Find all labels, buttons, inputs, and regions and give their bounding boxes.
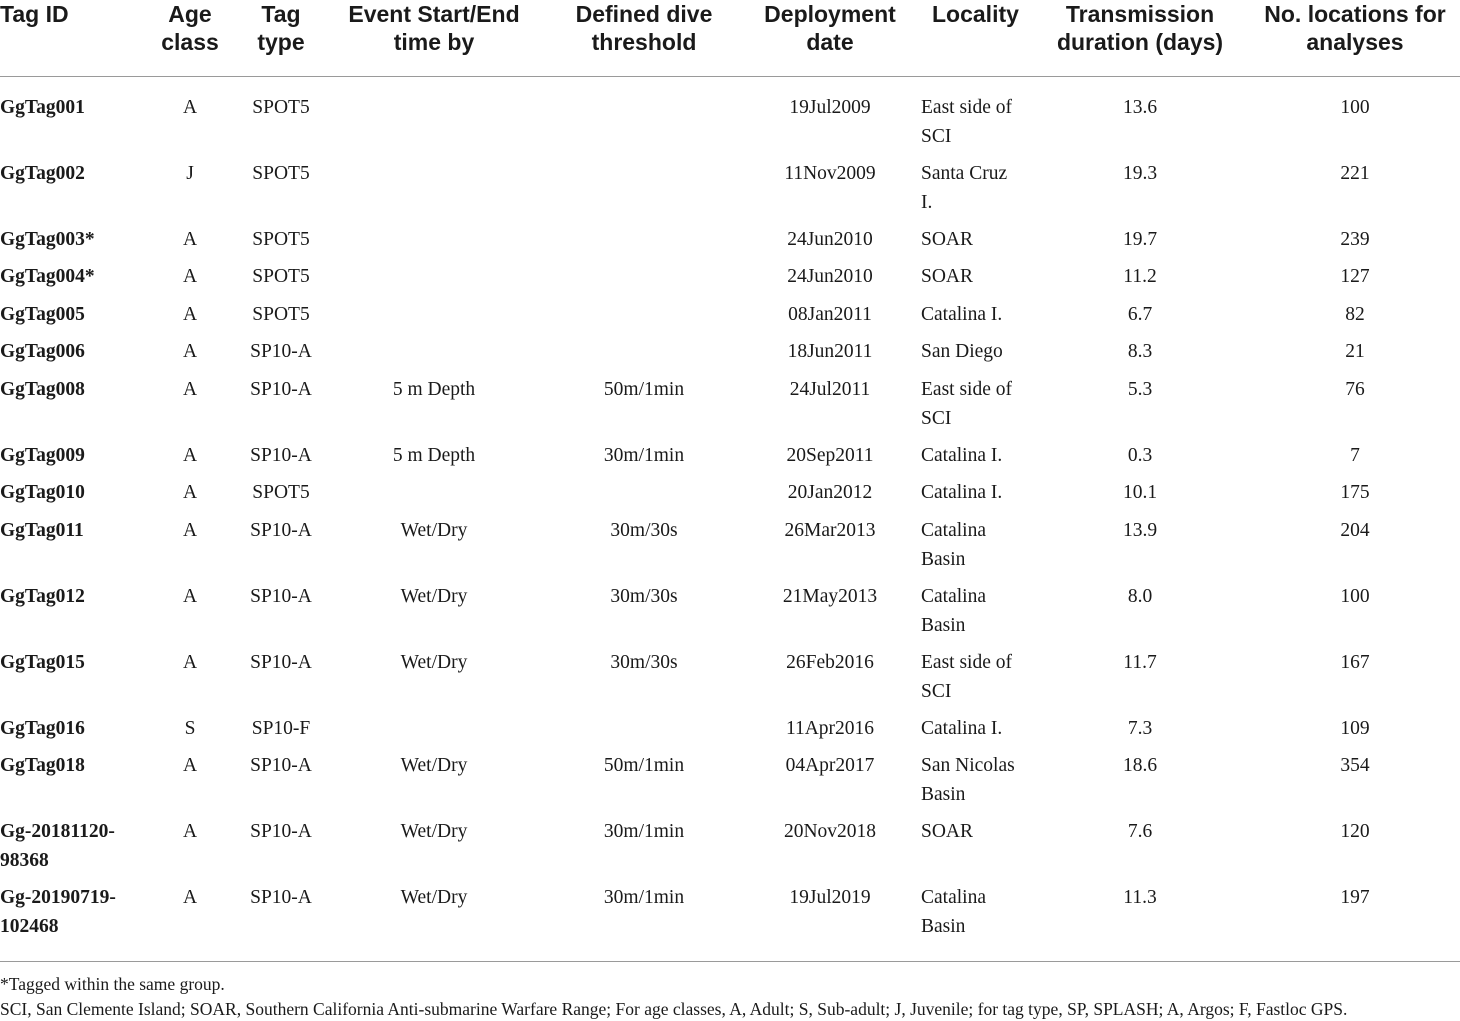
cell-threshold: 30m/1min bbox=[603, 445, 685, 466]
cell-locality-line: Basin bbox=[921, 614, 966, 636]
header-transmission bbox=[1045, 0, 1235, 56]
cell-locality-line: Catalina I. bbox=[921, 718, 1003, 739]
cell-duration: 10.1 bbox=[1122, 482, 1158, 503]
cell-locality bbox=[921, 583, 1041, 640]
footnote-tagged: *Tagged within the same group. bbox=[0, 974, 225, 994]
header-tag-type bbox=[241, 0, 321, 56]
cell-locations: 354 bbox=[1340, 755, 1370, 776]
header-line: type bbox=[257, 29, 305, 55]
cell-locations: 204 bbox=[1340, 520, 1370, 541]
header-locations bbox=[1250, 0, 1460, 56]
cell-age: A bbox=[182, 887, 198, 908]
cell-age: A bbox=[182, 304, 198, 325]
header-line: Tag bbox=[261, 1, 301, 27]
cell-tag-id bbox=[0, 517, 84, 546]
cell-locality bbox=[921, 752, 1041, 809]
cell-locality-line: SOAR bbox=[921, 229, 974, 250]
cell-age: A bbox=[182, 266, 198, 287]
cell-date: 20Nov2018 bbox=[783, 821, 877, 842]
cell-type: SP10-A bbox=[250, 520, 312, 541]
cell-tag-id bbox=[0, 301, 85, 330]
cell-age: A bbox=[182, 229, 198, 250]
cell-threshold: 50m/1min bbox=[603, 379, 685, 400]
cell-locations: 100 bbox=[1340, 586, 1370, 607]
cell-date: 19Jul2019 bbox=[789, 887, 871, 908]
header-deployment-date bbox=[750, 0, 910, 56]
footnote-abbreviations: SCI, San Clemente Island; SOAR, Southern California Anti-submarine Warfare Range; For age classes, A, Adult; S, Sub-adult; J, Juvenile; for tag type, SP, SPLASH; A, Argos; F, Fastloc GPS. bbox=[0, 999, 1348, 1019]
cell-type: SPOT5 bbox=[252, 163, 310, 184]
header-locality bbox=[932, 0, 1042, 28]
cell-event: 5 m Depth bbox=[392, 445, 476, 466]
cell-locality-line: San Nicolas bbox=[921, 755, 1015, 776]
cell-locality-line: East side of bbox=[921, 97, 1012, 118]
cell-locality-line: East side of bbox=[921, 379, 1012, 400]
cell-age: A bbox=[182, 755, 198, 776]
cell-type: SP10-A bbox=[250, 821, 312, 842]
cell-duration: 8.0 bbox=[1127, 586, 1153, 607]
cell-tag-id-line: Gg-20190719- bbox=[0, 887, 116, 908]
cell-tag-id bbox=[0, 479, 85, 508]
cell-event: Wet/Dry bbox=[400, 755, 468, 776]
cell-duration: 11.7 bbox=[1123, 652, 1157, 673]
cell-date: 18Jun2011 bbox=[787, 341, 873, 362]
cell-locality-line: SOAR bbox=[921, 821, 974, 842]
cell-date: 24Jul2011 bbox=[789, 379, 871, 400]
cell-date: 24Jun2010 bbox=[787, 266, 873, 287]
cell-locality-line: San Diego bbox=[921, 341, 1003, 362]
cell-locations: 76 bbox=[1345, 379, 1365, 400]
cell-type: SP10-A bbox=[250, 445, 312, 466]
cell-tag-id-line: GgTag012 bbox=[0, 586, 85, 607]
cell-locality bbox=[921, 649, 1041, 706]
cell-locality bbox=[921, 442, 1041, 471]
cell-locality bbox=[921, 884, 1041, 941]
cell-locality-line: Catalina bbox=[921, 520, 986, 541]
cell-locality bbox=[921, 301, 1041, 330]
cell-duration: 6.7 bbox=[1127, 304, 1153, 325]
cell-event: Wet/Dry bbox=[400, 821, 468, 842]
cell-locations: 21 bbox=[1345, 341, 1365, 362]
cell-threshold: 30m/1min bbox=[603, 887, 685, 908]
header-line: class bbox=[161, 29, 219, 55]
header-line: analyses bbox=[1306, 29, 1404, 55]
cell-date: 26Mar2013 bbox=[784, 520, 876, 541]
cell-tag-id bbox=[0, 583, 85, 612]
cell-tag-id-line: GgTag010 bbox=[0, 482, 85, 503]
header-dive-threshold bbox=[554, 0, 734, 56]
cell-locality-line: Catalina bbox=[921, 887, 986, 908]
cell-locations: 7 bbox=[1350, 445, 1360, 466]
cell-age: A bbox=[182, 379, 198, 400]
cell-locality-line: SCI bbox=[921, 125, 952, 147]
cell-type: SP10-A bbox=[250, 341, 312, 362]
cell-locality-line: Basin bbox=[921, 548, 966, 570]
header-tag-id-line: Tag ID bbox=[0, 1, 69, 27]
cell-date: 20Jan2012 bbox=[787, 482, 873, 503]
header-line: time by bbox=[393, 29, 475, 55]
cell-threshold: 30m/30s bbox=[610, 520, 678, 541]
cell-tag-id-line: GgTag018 bbox=[0, 755, 85, 776]
cell-type: SP10-F bbox=[251, 718, 311, 739]
cell-locality bbox=[921, 338, 1041, 367]
cell-date: 08Jan2011 bbox=[788, 304, 872, 325]
header-tag-id bbox=[0, 0, 120, 28]
cell-date: 19Jul2009 bbox=[789, 97, 871, 118]
cell-tag-id-line: 98368 bbox=[0, 849, 49, 871]
cell-duration: 13.9 bbox=[1122, 520, 1158, 541]
cell-locality-line: Santa Cruz bbox=[921, 163, 1008, 184]
cell-type: SP10-A bbox=[250, 379, 312, 400]
cell-locality-line: Catalina I. bbox=[921, 304, 1003, 325]
cell-locations: 82 bbox=[1345, 304, 1365, 325]
cell-type: SP10-A bbox=[250, 887, 312, 908]
cell-locality-line: SCI bbox=[921, 407, 952, 429]
cell-duration: 8.3 bbox=[1127, 341, 1153, 362]
cell-age: A bbox=[182, 586, 198, 607]
cell-locality bbox=[921, 818, 1041, 847]
header-line: threshold bbox=[591, 29, 697, 55]
cell-tag-id bbox=[0, 752, 85, 781]
cell-tag-id bbox=[0, 376, 85, 405]
cell-age: A bbox=[182, 652, 198, 673]
cell-tag-id-line: 102468 bbox=[0, 915, 59, 937]
cell-tag-id-line: GgTag003* bbox=[0, 229, 95, 250]
cell-locality bbox=[921, 479, 1041, 508]
cell-duration: 19.3 bbox=[1122, 163, 1158, 184]
cell-locality bbox=[921, 94, 1041, 151]
cell-locality-line: SOAR bbox=[921, 266, 974, 287]
header-line: Locality bbox=[932, 1, 1019, 27]
header-event-time bbox=[334, 0, 534, 56]
cell-locality bbox=[921, 160, 1041, 217]
cell-type: SP10-A bbox=[250, 652, 312, 673]
cell-locality-line: Catalina I. bbox=[921, 482, 1003, 503]
cell-tag-id bbox=[0, 338, 85, 367]
cell-tag-id-line: GgTag015 bbox=[0, 652, 85, 673]
cell-tag-id bbox=[0, 818, 115, 875]
cell-age: S bbox=[184, 718, 196, 739]
cell-date: 21May2013 bbox=[782, 586, 878, 607]
cell-tag-id bbox=[0, 226, 95, 255]
header-rule bbox=[0, 76, 1460, 77]
cell-event: Wet/Dry bbox=[400, 652, 468, 673]
cell-duration: 5.3 bbox=[1127, 379, 1153, 400]
cell-locality bbox=[921, 263, 1041, 292]
cell-locality-line: SCI bbox=[921, 680, 952, 702]
cell-age: A bbox=[182, 520, 198, 541]
cell-locality-line: Basin bbox=[921, 915, 966, 937]
cell-locality bbox=[921, 376, 1041, 433]
header-line: Deployment bbox=[764, 1, 896, 27]
cell-locations: 197 bbox=[1340, 887, 1370, 908]
cell-locality-line: Catalina I. bbox=[921, 445, 1003, 466]
cell-tag-id bbox=[0, 715, 85, 744]
cell-threshold: 50m/1min bbox=[603, 755, 685, 776]
cell-tag-id bbox=[0, 649, 85, 678]
cell-age: A bbox=[182, 482, 198, 503]
header-line: duration (days) bbox=[1056, 29, 1224, 55]
cell-event: Wet/Dry bbox=[400, 520, 468, 541]
cell-tag-id-line: GgTag001 bbox=[0, 97, 85, 118]
cell-duration: 13.6 bbox=[1122, 97, 1158, 118]
cell-type: SPOT5 bbox=[252, 482, 310, 503]
cell-type: SPOT5 bbox=[252, 229, 310, 250]
header-line: date bbox=[806, 29, 854, 55]
cell-locality bbox=[921, 715, 1041, 744]
cell-tag-id-line: Gg-20181120- bbox=[0, 821, 115, 842]
cell-locations: 239 bbox=[1340, 229, 1370, 250]
cell-tag-id-line: GgTag009 bbox=[0, 445, 85, 466]
cell-age: A bbox=[182, 821, 198, 842]
cell-locality-line: I. bbox=[921, 191, 933, 213]
cell-tag-id-line: GgTag016 bbox=[0, 718, 85, 739]
cell-tag-id bbox=[0, 884, 116, 941]
cell-duration: 7.3 bbox=[1127, 718, 1153, 739]
cell-age: A bbox=[182, 445, 198, 466]
cell-tag-id bbox=[0, 263, 95, 292]
cell-age: J bbox=[186, 163, 194, 184]
cell-locality-line: Catalina bbox=[921, 586, 986, 607]
cell-age: A bbox=[182, 341, 198, 362]
cell-locality bbox=[921, 226, 1041, 255]
bottom-rule bbox=[0, 961, 1460, 962]
cell-date: 26Feb2016 bbox=[786, 652, 874, 673]
cell-locations: 127 bbox=[1340, 266, 1370, 287]
cell-event: 5 m Depth bbox=[392, 379, 476, 400]
cell-duration: 0.3 bbox=[1127, 445, 1153, 466]
cell-duration: 11.3 bbox=[1123, 887, 1157, 908]
cell-type: SP10-A bbox=[250, 586, 312, 607]
cell-tag-id-line: GgTag005 bbox=[0, 304, 85, 325]
cell-date: 20Sep2011 bbox=[786, 445, 874, 466]
cell-date: 24Jun2010 bbox=[787, 229, 873, 250]
cell-duration: 11.2 bbox=[1123, 266, 1157, 287]
cell-locations: 120 bbox=[1340, 821, 1370, 842]
cell-type: SP10-A bbox=[250, 755, 312, 776]
cell-locations: 167 bbox=[1340, 652, 1370, 673]
cell-locations: 109 bbox=[1340, 718, 1370, 739]
header-line: No. locations for bbox=[1264, 1, 1446, 27]
cell-event: Wet/Dry bbox=[400, 887, 468, 908]
cell-duration: 19.7 bbox=[1122, 229, 1158, 250]
cell-type: SPOT5 bbox=[252, 304, 310, 325]
cell-locations: 221 bbox=[1340, 163, 1370, 184]
cell-tag-id-line: GgTag002 bbox=[0, 163, 85, 184]
cell-locations: 100 bbox=[1340, 97, 1370, 118]
cell-date: 11Apr2016 bbox=[785, 718, 875, 739]
cell-duration: 18.6 bbox=[1122, 755, 1158, 776]
cell-date: 04Apr2017 bbox=[785, 755, 875, 776]
header-line: Transmission bbox=[1065, 1, 1215, 27]
cell-locations: 175 bbox=[1340, 482, 1370, 503]
cell-threshold: 30m/30s bbox=[610, 586, 678, 607]
cell-locality-line: Basin bbox=[921, 783, 966, 805]
cell-locality-line: East side of bbox=[921, 652, 1012, 673]
cell-tag-id-line: GgTag008 bbox=[0, 379, 85, 400]
cell-locality bbox=[921, 517, 1041, 574]
header-line: Age bbox=[168, 1, 212, 27]
cell-tag-id bbox=[0, 94, 85, 123]
cell-tag-id-line: GgTag004* bbox=[0, 266, 95, 287]
header-line: Defined dive bbox=[575, 1, 713, 27]
header-line: Event Start/End bbox=[348, 1, 520, 27]
header-age-class bbox=[150, 0, 230, 56]
cell-tag-id-line: GgTag011 bbox=[0, 520, 84, 541]
cell-threshold: 30m/1min bbox=[603, 821, 685, 842]
cell-type: SPOT5 bbox=[252, 266, 310, 287]
cell-threshold: 30m/30s bbox=[610, 652, 678, 673]
cell-duration: 7.6 bbox=[1127, 821, 1153, 842]
cell-tag-id bbox=[0, 442, 85, 471]
cell-tag-id-line: GgTag006 bbox=[0, 341, 85, 362]
cell-date: 11Nov2009 bbox=[784, 163, 876, 184]
cell-tag-id bbox=[0, 160, 85, 189]
cell-event: Wet/Dry bbox=[400, 586, 468, 607]
cell-type: SPOT5 bbox=[252, 97, 310, 118]
cell-age: A bbox=[182, 97, 198, 118]
